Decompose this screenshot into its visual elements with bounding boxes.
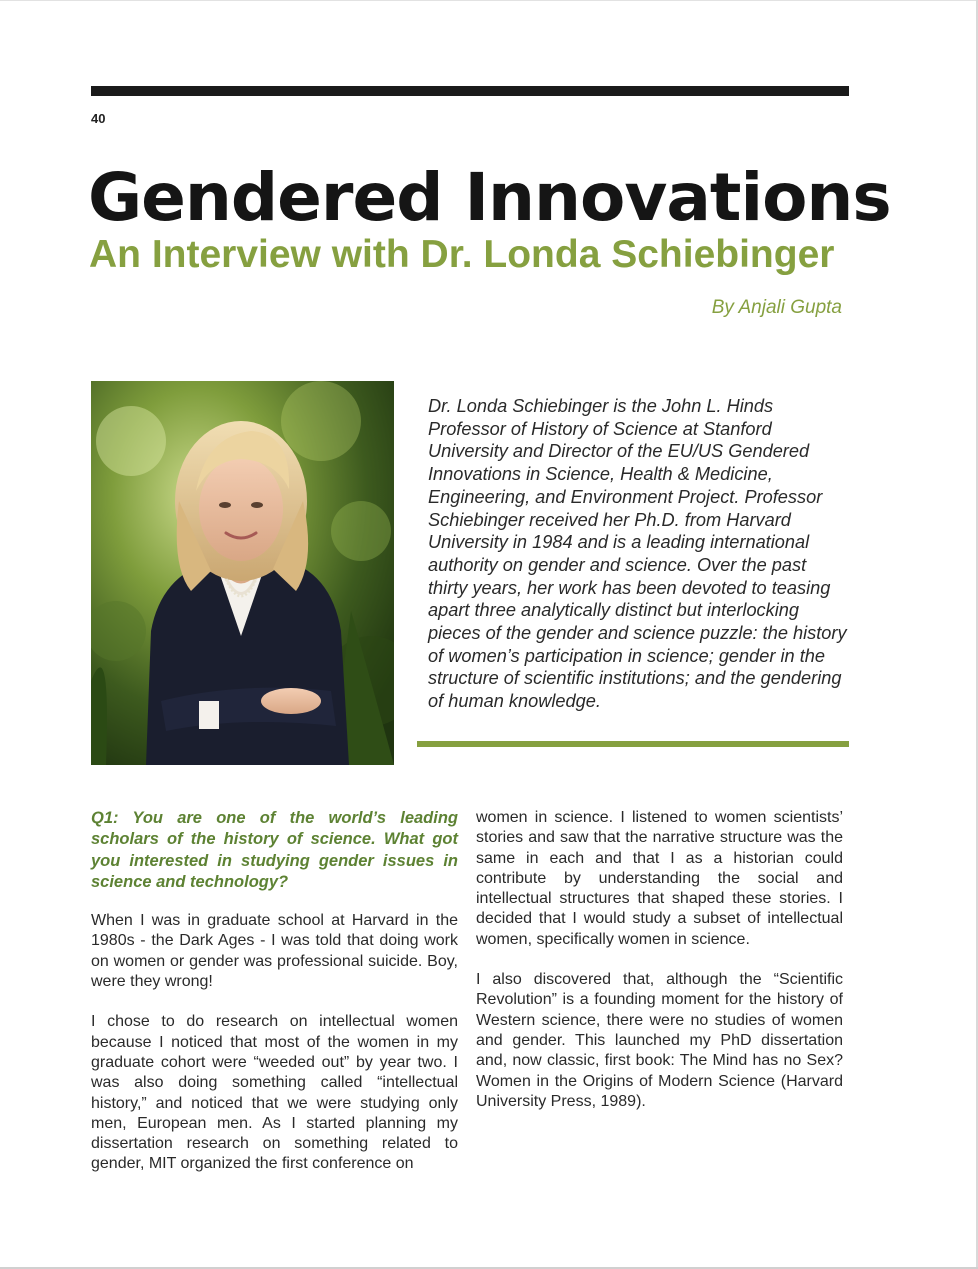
page-number: 40 bbox=[91, 111, 106, 126]
answer-paragraph: I also discovered that, although the “Scientific Revolution” is a founding moment for the history of Western science, there were no studies of women and gender. This launched my PhD dissertation and, now classic, first book: The Mind has no Sex? Women in the Origins of Modern Science (Harvard University Press, 1989). bbox=[476, 971, 843, 1110]
page-edge-top bbox=[0, 0, 978, 1]
article-subtitle: An Interview with Dr. Londa Schiebinger bbox=[89, 233, 835, 276]
answer-paragraph: When I was in graduate school at Harvard in the 1980s - the Dark Ages - I was told that doing work on women or gender was professional suicide. Boy, were they wrong! bbox=[91, 912, 458, 991]
bio-text: Dr. Londa Schiebinger is the John L. Hinds Professor of History of Science at Stanford University and Director of the EU/US Gendered Innovations in Science, Health & Medicine, Engineering, and Environment Project. Professor Schiebinger received her Ph.D. from Harvard University in 1984 and is a leading international authority on gender and science. Over the past thirty years, her work has been devoted to teasing apart three analytically distinct but interlocking pieces of the gender and science puzzle: the history of women’s participation in science; gender in the structure of scientific institutions; and the gendering of human knowledge. bbox=[428, 396, 847, 712]
answer-paragraph: I chose to do research on intellectual women because I noticed that most of the women in my graduate cohort were “weeded out” by year two. I was also doing something called “intellectual history,” and noticed that we were studying only men, European men. As I started planning my dissertation research on something related to gender, MIT organized the first conference on bbox=[91, 1013, 458, 1173]
answer-paragraph: women in science. I listened to women scientists’ stories and saw that the narrative structure was the same in each and that I as a historian could contribute by understanding the social and intellectual structures that shaped these stories. I decided that I would study a subset of intellectual women, specifically women in science. bbox=[476, 809, 843, 948]
question-1: Q1: You are one of the world’s leading scholars of the history of science. What got you interested in studying gender issues in science and technology? bbox=[91, 809, 458, 891]
header-rule bbox=[91, 86, 849, 96]
portrait-photo bbox=[91, 381, 394, 765]
article-title: Gendered Innovations bbox=[88, 159, 891, 236]
author-byline: By Anjali Gupta bbox=[711, 297, 842, 318]
bio-divider bbox=[417, 741, 849, 747]
interview-column-right bbox=[476, 808, 843, 1132]
interview-column-left bbox=[91, 808, 458, 1195]
author-bio bbox=[428, 395, 848, 713]
